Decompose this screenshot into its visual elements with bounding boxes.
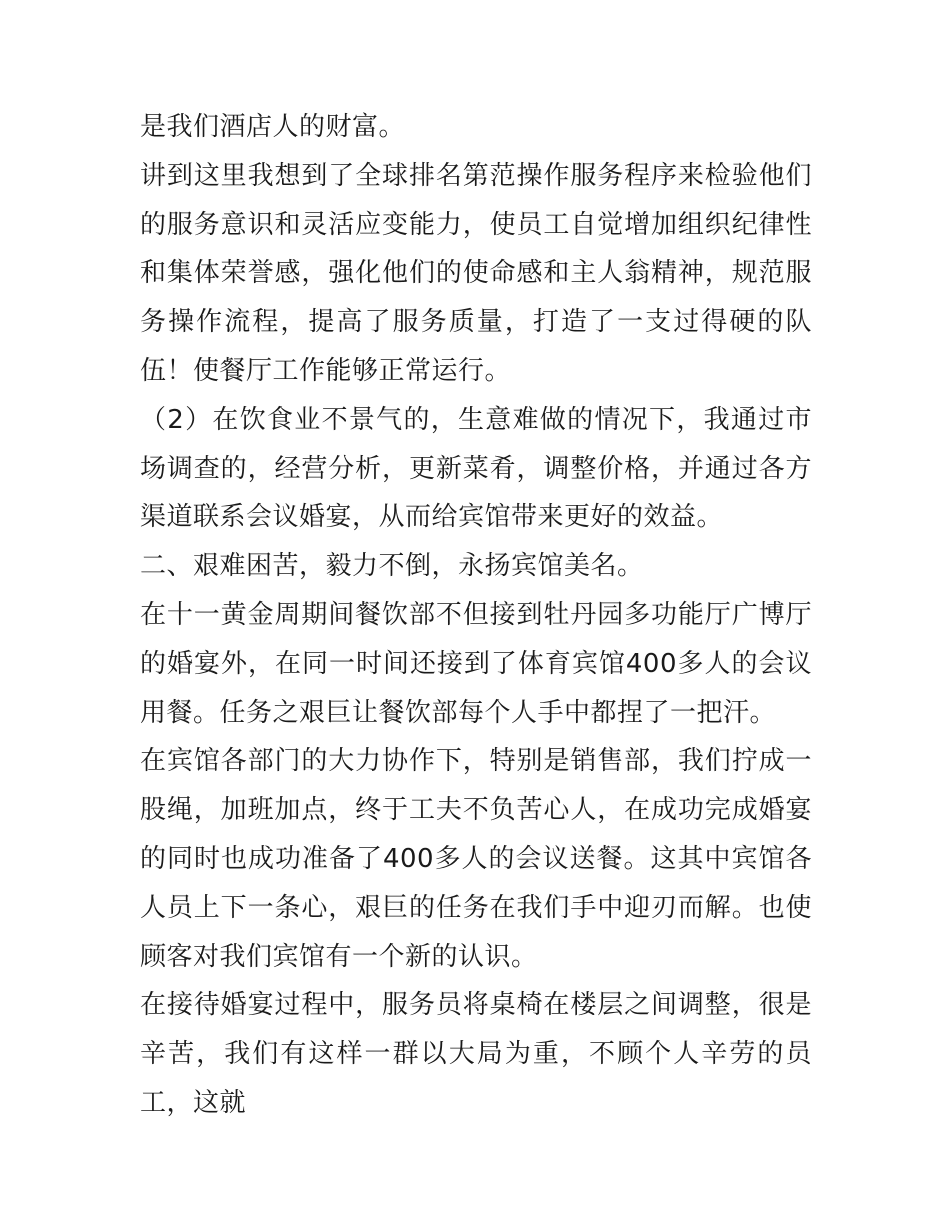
document-body	[140, 103, 812, 1128]
section-heading: 二、艰难困苦，毅力不倒，永扬宾馆美名。	[140, 551, 644, 582]
paragraph-4: 在十一黄金周期间餐饮部不但接到牡丹园多功能厅广博厅的婚宴外，在同一时间还接到了体育宾馆400多人的会议用餐。任务之艰巨让餐饮部每个人手中都捏了一把汗。	[140, 599, 812, 728]
paragraph-2: 讲到这里我想到了全球排名第范操作服务程序来检验他们的服务意识和灵活应变能力，使员工自觉增加组织纪律性和集体荣誉感，强化他们的使命感和主人翁精神，规范服务操作流程，提高了服务质量，打造了一支过得硬的队伍！使餐厅工作能够正常运行。	[140, 160, 812, 386]
paragraph-1: 是我们酒店人的财富。	[140, 112, 406, 142]
paragraph-5: 在宾馆各部门的大力协作下，特别是销售部，我们拧成一股绳，加班加点，终于工夫不负苦心人，在成功完成婚宴的同时也成功准备了400多人的会议送餐。这其中宾馆各人员上下一条心，艰巨的任务在我们手中迎刃而解。也使顾客对我们宾馆有一个新的认识。	[140, 746, 812, 972]
paragraph-3: （2）在饮食业不景气的，生意难做的情况下，我通过市场调查的，经营分析，更新菜肴，调整价格，并通过各方渠道联系会议婚宴，从而给宾馆带来更好的效益。	[140, 404, 812, 533]
paragraph-6: 在接待婚宴过程中，服务员将桌椅在楼层之间调整，很是辛苦，我们有这样一群以大局为重，不顾个人辛劳的员工，这就	[140, 990, 812, 1118]
